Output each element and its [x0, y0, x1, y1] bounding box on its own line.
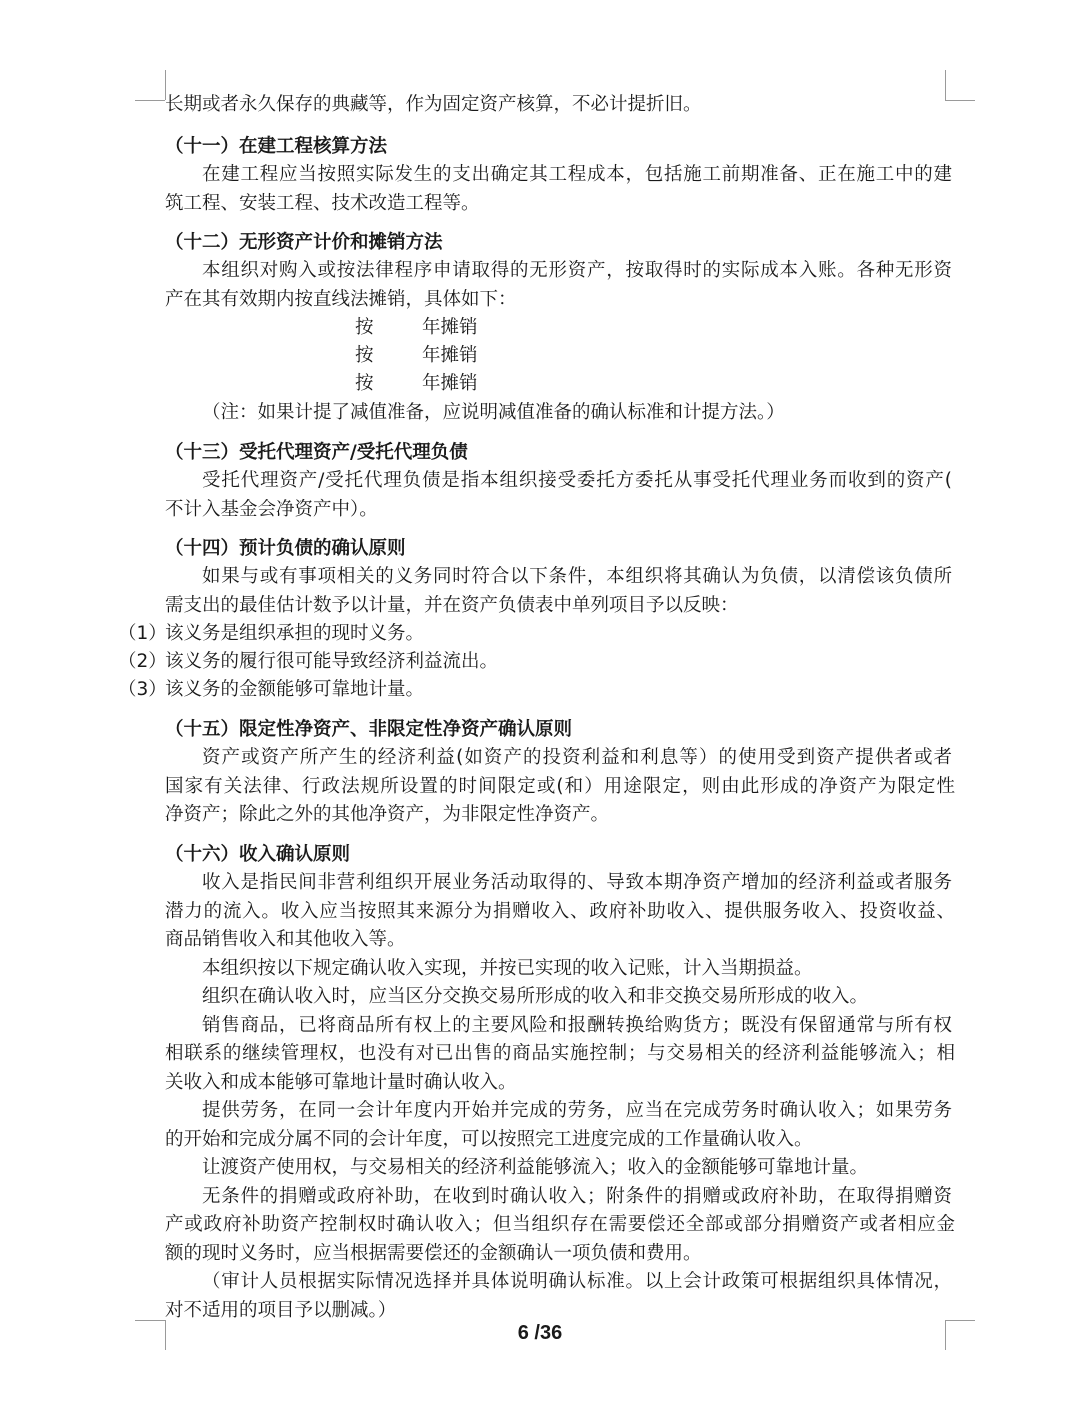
section-heading-16: （十六）收入确认原则 [165, 844, 351, 865]
paragraph-line: 筑工程、安装工程、技术改造工程等。 [165, 193, 480, 214]
section-heading-13: （十三）受托代理资产/受托代理负债 [165, 442, 468, 463]
note-line: 对不适用的项目予以删减。） [165, 1300, 397, 1321]
paragraph-line: 资产或资产所产生的经济利益(如资产的投资利益和利息等）的使用受到资产提供者或者 [202, 747, 952, 768]
page-number: 6 /36 [517, 1322, 563, 1344]
paragraph-line: 如果与或有事项相关的义务同时符合以下条件，本组织将其确认为负债，以清偿该负债所 [202, 566, 952, 587]
paragraph-line: 相联系的继续管理权，也没有对已出售的商品实施控制；与交易相关的经济利益能够流入；相 [165, 1043, 955, 1064]
paragraph-line: 净资产；除此之外的其他净资产，为非限定性净资产。 [165, 804, 610, 825]
list-item: 该义务的金额能够可靠地计量。 [165, 679, 425, 700]
amortization-prefix: 按 [355, 345, 374, 366]
paragraph-line: 让渡资产使用权，与交易相关的经济利益能够流入；收入的金额能够可靠地计量。 [202, 1157, 869, 1178]
paragraph-line: 销售商品，已将商品所有权上的主要风险和报酬转换给购货方；既没有保留通常与所有权 [202, 1015, 952, 1036]
paragraph-line: 提供劳务，在同一会计年度内开始并完成的劳务，应当在完成劳务时确认收入；如果劳务 [202, 1100, 952, 1121]
note-line: （注：如果计提了减值准备，应说明减值准备的确认标准和计提方法。） [202, 402, 785, 423]
paragraph-line: 需支出的最佳估计数予以计量，并在资产负债表中单列项目予以反映： [165, 595, 739, 616]
section-heading-14: （十四）预计负债的确认原则 [165, 538, 406, 559]
paragraph-line: 商品销售收入和其他收入等。 [165, 929, 406, 950]
list-number: （3） [118, 679, 167, 700]
amortization-suffix: 年摊销 [422, 317, 478, 338]
paragraph-line: 收入是指民间非营利组织开展业务活动取得的、导致本期净资产增加的经济利益或者服务 [202, 872, 952, 893]
paragraph-line: 无条件的捐赠或政府补助，在收到时确认收入；附条件的捐赠或政府补助，在取得捐赠资 [202, 1186, 952, 1207]
paragraph-line: 潜力的流入。收入应当按照其来源分为捐赠收入、政府补助收入、提供服务收入、投资收益、 [165, 901, 955, 922]
paragraph-line: 长期或者永久保存的典藏等，作为固定资产核算，不必计提折旧。 [165, 94, 702, 115]
paragraph-line: 产在其有效期内按直线法摊销，具体如下： [165, 289, 517, 310]
paragraph-line: 受托代理资产/受托代理负债是指本组织接受委托方委托从事受托代理业务而收到的资产( [202, 470, 952, 491]
paragraph-line: 不计入基金会净资产中）。 [165, 499, 378, 520]
paragraph-line: 的开始和完成分属不同的会计年度，可以按照完工进度完成的工作量确认收入。 [165, 1129, 813, 1150]
list-item: 该义务是组织承担的现时义务。 [165, 623, 425, 644]
list-number: （2） [118, 651, 167, 672]
section-heading-11: （十一）在建工程核算方法 [165, 136, 388, 157]
amortization-prefix: 按 [355, 373, 374, 394]
paragraph-line: 本组织对购入或按法律程序申请取得的无形资产，按取得时的实际成本入账。各种无形资 [202, 260, 952, 281]
paragraph-line: 额的现时义务时，应当根据需要偿还的金额确认一项负债和费用。 [165, 1243, 702, 1264]
paragraph-line: 国家有关法律、行政法规所设置的时间限定或(和）用途限定，则由此形成的净资产为限定性 [165, 776, 955, 797]
paragraph-line: 在建工程应当按照实际发生的支出确定其工程成本，包括施工前期准备、正在施工中的建 [202, 164, 952, 185]
paragraph-line: 产或政府补助资产控制权时确认收入；但当组织存在需要偿还全部或部分捐赠资产或者相应金 [165, 1214, 955, 1235]
amortization-prefix: 按 [355, 317, 374, 338]
section-heading-15: （十五）限定性净资产、非限定性净资产确认原则 [165, 719, 573, 740]
section-heading-12: （十二）无形资产计价和摊销方法 [165, 232, 443, 253]
paragraph-line: 组织在确认收入时，应当区分交换交易所形成的收入和非交换交易所形成的收入。 [202, 986, 869, 1007]
list-number: （1） [118, 623, 167, 644]
paragraph-line: 本组织按以下规定确认收入实现，并按已实现的收入记账，计入当期损益。 [202, 958, 813, 979]
paragraph-line: 关收入和成本能够可靠地计量时确认收入。 [165, 1072, 517, 1093]
amortization-suffix: 年摊销 [422, 345, 478, 366]
amortization-suffix: 年摊销 [422, 373, 478, 394]
list-item: 该义务的履行很可能导致经济利益流出。 [165, 651, 499, 672]
note-line: （审计人员根据实际情况选择并具体说明确认标准。以上会计政策可根据组织具体情况， [202, 1271, 952, 1292]
